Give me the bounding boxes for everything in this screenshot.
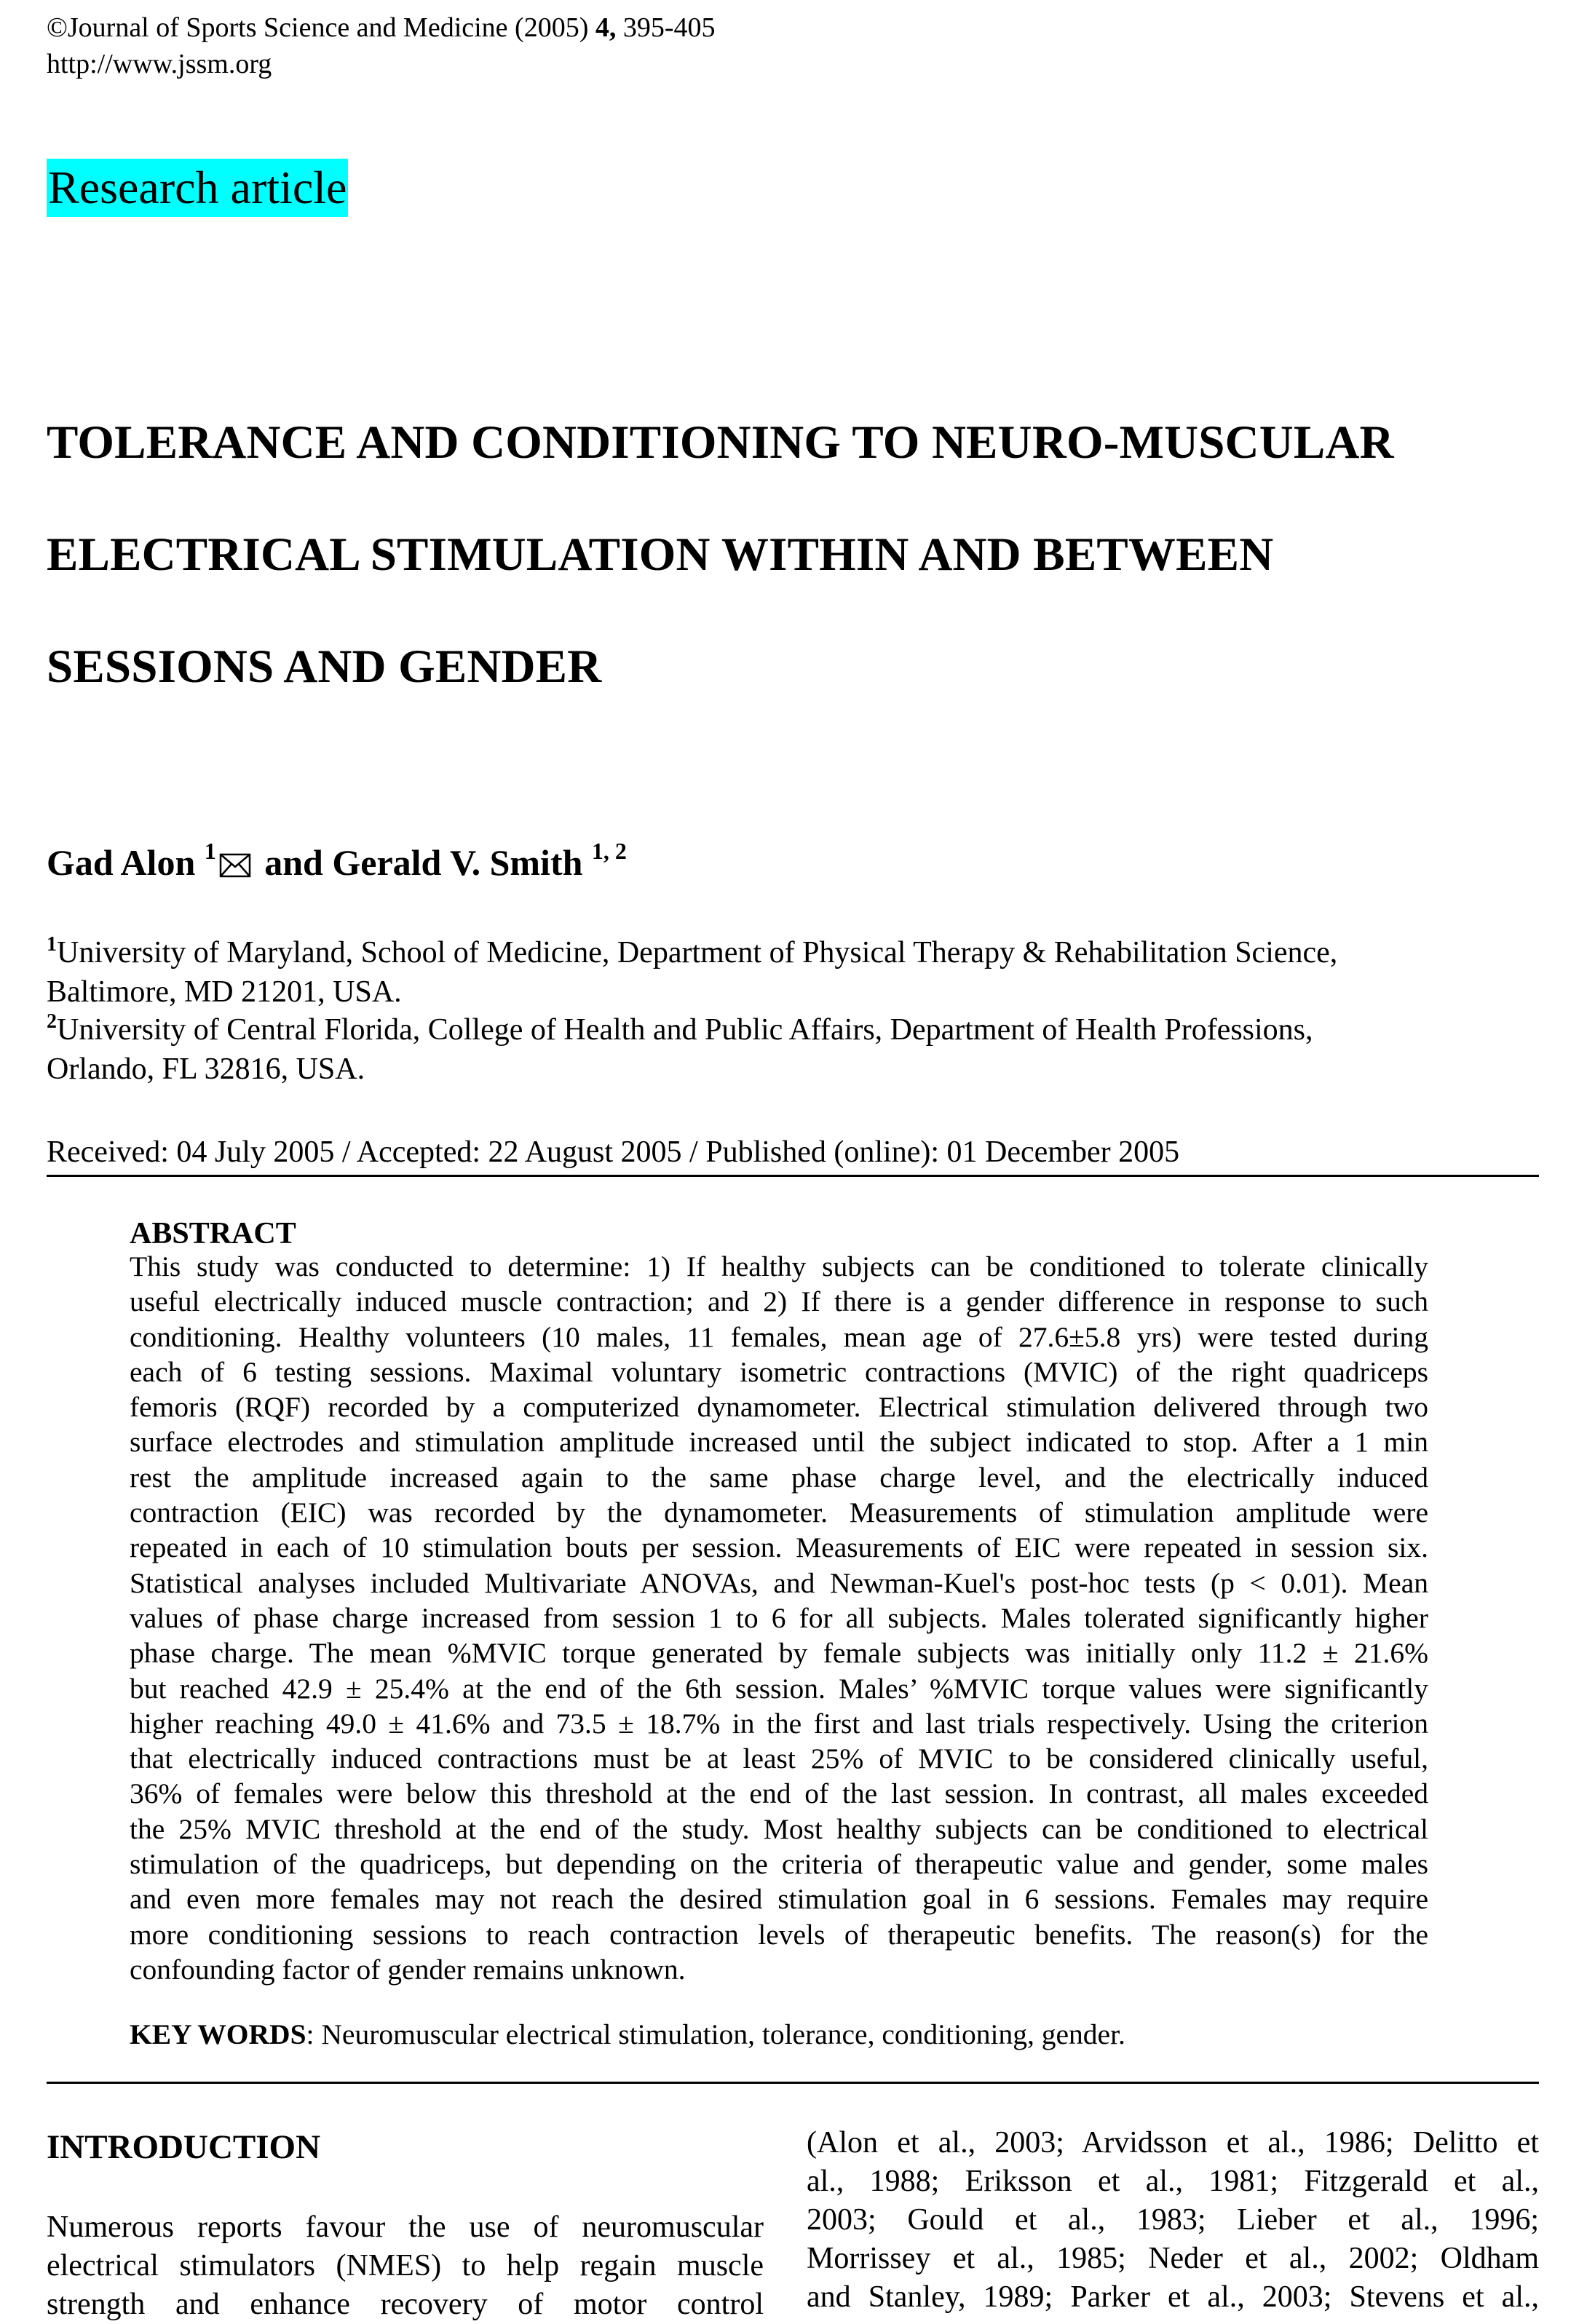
author-2-affiliation-marker: 1, 2 (591, 838, 627, 864)
affiliation-2-line-2: Orlando, FL 32816, USA. (47, 1052, 365, 1086)
keywords-label: KEY WORDS (130, 2018, 306, 2050)
journal-citation (47, 10, 716, 45)
abstract-line: conditioning. Healthy volunteers (10 males, 11 females, mean age of 27.6±5.8 yrs) were tested during (130, 1320, 1428, 1353)
divider-rule-top (47, 1175, 1539, 1177)
abstract-line: rest the amplitude increased again to the same phase charge level, and the electrically induced (130, 1461, 1428, 1494)
introduction-left-line: electrical stimulators (NMES) to help regain muscle (47, 2249, 764, 2283)
abstract-line: phase charge. The mean %MVIC torque generated by female subjects was initially only 11.2 ± 21.6% (130, 1637, 1428, 1670)
abstract-line: stimulation of the quadriceps, but depending on the criteria of therapeutic value and gender, some males (130, 1848, 1428, 1881)
journal-citation-prefix: ©Journal of Sports Science and Medicine (2005) (47, 12, 595, 43)
email-envelope-icon[interactable] (219, 840, 251, 891)
affiliation-1-line-1: University of Maryland, School of Medicine, Department of Physical Therapy & Rehabilitation Science, (57, 936, 1338, 969)
abstract-line: contraction (EIC) was recorded by the dynamometer. Measurements of stimulation amplitude were (130, 1496, 1428, 1529)
introduction-heading: INTRODUCTION (47, 2128, 321, 2166)
journal-url[interactable]: http://www.jssm.org (47, 49, 272, 79)
affiliation-2-number: 2 (47, 1010, 57, 1033)
abstract-heading: ABSTRACT (130, 1217, 296, 1250)
abstract-body (130, 1249, 1428, 1987)
affiliation-2 (47, 1010, 1546, 1089)
affiliation-1-number: 1 (47, 933, 57, 956)
affiliation-2-line-1: University of Central Florida, College of Health and Public Affairs, Department of Health Professions, (57, 1013, 1313, 1047)
title-line-2: ELECTRICAL STIMULATION WITHIN AND BETWEEN (47, 528, 1274, 581)
introduction-left-line: Numerous reports favour the use of neuromuscular (47, 2210, 764, 2244)
title-line-3: SESSIONS AND GENDER (47, 641, 602, 693)
abstract-line: values of phase charge increased from session 1 to 6 for all subjects. Males tolerated significantly higher (130, 1601, 1428, 1634)
journal-volume: 4, (595, 12, 617, 43)
abstract-line: femoris (RQF) recorded by a computerized dynamometer. Electrical stimulation delivered through two (130, 1391, 1428, 1424)
divider-rule-bottom (47, 2082, 1539, 2084)
introduction-right-line: Morrissey et al., 1985; Neder et al., 2002; Oldham (807, 2242, 1539, 2275)
abstract-line: Statistical analyses included Multivariate ANOVAs, and Newman-Kuel's post-hoc tests (p < 0.01). Mean (130, 1566, 1428, 1599)
introduction-right-line: and Stanley, 1989; Parker et al., 2003; Stevens et al., (807, 2280, 1539, 2314)
introduction-right-column (807, 2124, 1539, 2317)
abstract-line: each of 6 testing sessions. Maximal voluntary isometric contractions (MVIC) of the right quadriceps (130, 1355, 1428, 1388)
abstract-line: more conditioning sessions to reach contraction levels of therapeutic benefits. The reason(s) for the (130, 1918, 1428, 1951)
author-1-affiliation-marker: 1 (204, 838, 216, 864)
abstract-line: This study was conducted to determine: 1) If healthy subjects can be conditioned to tolerate clinically (130, 1250, 1428, 1282)
abstract-line: but reached 42.9 ± 25.4% at the end of the 6th session. Males’ %MVIC torque values were significantly (130, 1672, 1428, 1705)
abstract-line: repeated in each of 10 stimulation bouts per session. Measurements of EIC were repeated in session six. (130, 1531, 1428, 1564)
abstract-line: that electrically induced contractions must be at least 25% of MVIC to be considered clinically useful, (130, 1742, 1428, 1775)
introduction-left-line: strength and enhance recovery of motor control (47, 2288, 764, 2321)
journal-pages: 395-405 (616, 12, 716, 43)
affiliation-1-line-2: Baltimore, MD 21201, USA. (47, 975, 402, 1009)
abstract-line: the 25% MVIC threshold at the end of the study. Most healthy subjects can be conditioned to electrical (130, 1812, 1428, 1845)
keywords (130, 2016, 1125, 2053)
abstract-line: surface electrodes and stimulation amplitude increased until the subject indicated to stop. After a 1 min (130, 1426, 1428, 1459)
introduction-right-line: 2003; Gould et al., 1983; Lieber et al., 1996; (807, 2203, 1539, 2237)
keywords-text: : Neuromuscular electrical stimulation, tolerance, conditioning, gender. (306, 2018, 1125, 2050)
abstract-line: useful electrically induced muscle contraction; and 2) If there is a gender difference in response to such (130, 1285, 1428, 1318)
article-type-label: Research article (47, 159, 348, 217)
author-joiner: and Gerald V. Smith (255, 842, 592, 883)
affiliation-1 (47, 933, 1546, 1012)
abstract-line: 36% of females were below this threshold at the end of the last session. In contrast, all males exceeded (130, 1777, 1428, 1810)
introduction-right-line: (Alon et al., 2003; Arvidsson et al., 1986; Delitto et (807, 2126, 1539, 2160)
introduction-right-line: al., 1988; Eriksson et al., 1981; Fitzgerald et al., (807, 2165, 1539, 2198)
abstract-line: higher reaching 49.0 ± 41.6% and 73.5 ± 18.7% in the first and last trials respectively. Using the criterion (130, 1707, 1428, 1740)
abstract-line: confounding factor of gender remains unknown. (130, 1953, 686, 1986)
publication-dates: Received: 04 July 2005 / Accepted: 22 August 2005 / Published (online): 01 December 2005 (47, 1135, 1180, 1169)
author-1-name: Gad Alon (47, 842, 205, 883)
title-line-1: TOLERANCE AND CONDITIONING TO NEURO-MUSCULAR (47, 416, 1394, 469)
introduction-left-column (47, 2208, 764, 2324)
authors-line (47, 837, 627, 891)
abstract-line: and even more females may not reach the desired stimulation goal in 6 sessions. Females may require (130, 1883, 1428, 1916)
